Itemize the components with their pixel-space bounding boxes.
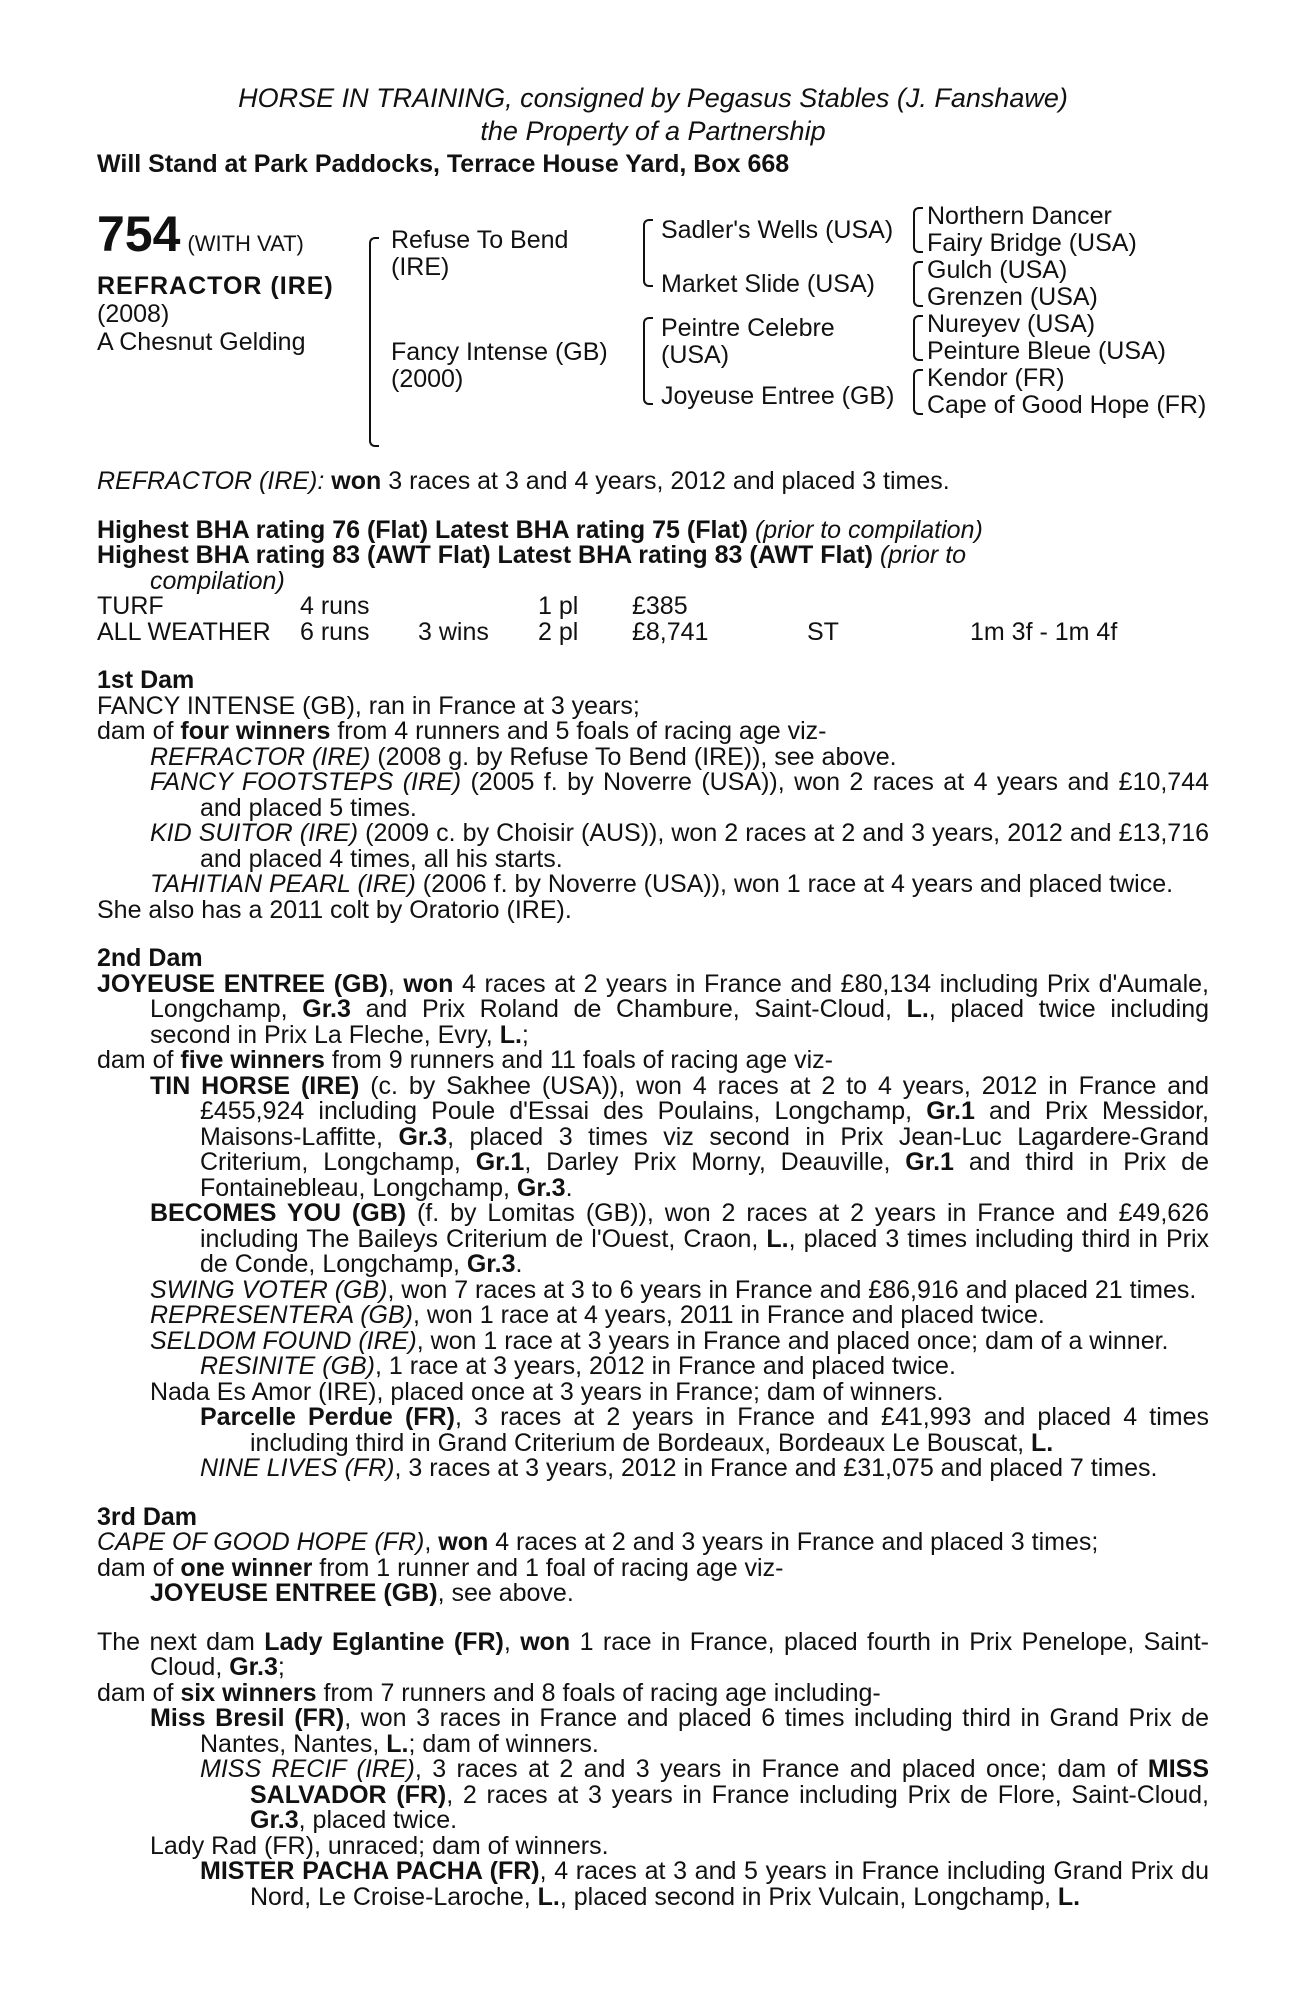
sire-sire: Sadler's Wells (USA) bbox=[661, 216, 894, 244]
next-dam-produce: dam of six winners from 7 runners and 8 foals of racing age including- bbox=[97, 1678, 881, 1707]
third-dam-heading: 3rd Dam bbox=[97, 1502, 198, 1531]
catalogue-page bbox=[97, 82, 1209, 1910]
pedigree-bracket bbox=[369, 237, 379, 447]
pedigree-block bbox=[97, 202, 1209, 467]
list-item: Nada Es Amor (IRE), placed once at 3 years in France; dam of winners. bbox=[150, 1377, 944, 1406]
ped-ssd: Fairy Bridge (USA) bbox=[927, 229, 1137, 257]
rating-flat: Highest BHA rating 76 (Flat) Latest BHA rating 75 (Flat) (prior to compilation) bbox=[97, 515, 983, 544]
dd-bracket bbox=[913, 369, 923, 415]
table-row: ALL WEATHER 6 runs 3 wins 2 pl £8,741 ST 1m 3f - 1m 4f bbox=[97, 617, 1118, 646]
list-item: TIN HORSE (IRE) (c. by Sakhee (USA)), won 4 races at 2 to 4 years, 2012 in France and £455,924 including Poule d'Essai des Poulains, Longchamp, Gr.1 and Prix Messidor, Maisons-Laffitte, Gr.3, placed 3 times viz second in Prix Jean-Luc Lagardere-Grand Criterium, Longchamp, Gr.1, Darley Prix Morny, Deauville, Gr.1 and third in Prix de Fontainebleau, Longchamp, Gr.3. bbox=[150, 1071, 1210, 1202]
list-item: REFRACTOR (IRE) (2008 g. by Refuse To Bend (IRE)), see above. bbox=[150, 742, 897, 771]
list-item: RESINITE (GB), 1 race at 3 years, 2012 in France and placed twice. bbox=[200, 1352, 956, 1380]
list-item: REPRESENTERA (GB), won 1 race at 4 years, 2011 in France and placed twice. bbox=[150, 1301, 1045, 1329]
next-dam-record: The next dam Lady Eglantine (FR), won 1 race in France, placed fourth in Prix Penelope, Saint-Cloud, Gr.3; bbox=[97, 1627, 1209, 1681]
list-item: KID SUITOR (IRE) (2009 c. by Choisir (AUS)), won 2 races at 2 and 3 years, 2012 and £13,716 and placed 4 times, all his starts. bbox=[150, 819, 1210, 873]
lot-number-line bbox=[97, 206, 304, 262]
stand-location: Will Stand at Park Paddocks, Terrace House Yard, Box 668 bbox=[97, 150, 790, 178]
second-dam-record: JOYEUSE ENTREE (GB), won 4 races at 2 years in France and £80,134 including Prix d'Aumale, Longchamp, Gr.3 and Prix Roland de Chambure, Saint-Cloud, L., placed twice including second in Prix La Fleche, Evry, L.; bbox=[97, 969, 1210, 1049]
second-dam-produce: dam of five winners from 9 runners and 11 foals of racing age viz- bbox=[97, 1046, 834, 1074]
sd-bracket bbox=[913, 261, 923, 307]
foaling-year: (2008) bbox=[97, 300, 170, 328]
sire-suffix: (IRE) bbox=[391, 253, 450, 281]
ped-sss: Northern Dancer bbox=[927, 202, 1112, 230]
dam-name: Fancy Intense (GB) bbox=[391, 338, 608, 366]
first-dam-heading: 1st Dam bbox=[97, 666, 195, 694]
ped-sdd: Grenzen (USA) bbox=[927, 283, 1098, 311]
first-dam-also: She also has a 2011 colt by Oratorio (IRE). bbox=[97, 895, 572, 924]
first-dam-produce: dam of four winners from 4 runners and 5 foals of racing age viz- bbox=[97, 717, 827, 745]
list-item: SWING VOTER (GB), won 7 races at 3 to 6 years in France and £86,916 and placed 21 times. bbox=[150, 1275, 1197, 1304]
list-item: TAHITIAN PEARL (IRE) (2006 f. by Noverre (USA)), won 1 race at 4 years and placed twice. bbox=[150, 870, 1174, 898]
dam-sire-line1: Peintre Celebre bbox=[661, 314, 835, 342]
consignor-line: HORSE IN TRAINING, consigned by Pegasus Stables (J. Fanshawe) bbox=[238, 83, 1068, 113]
list-item: NINE LIVES (FR), 3 races at 3 years, 2012 in France and £31,075 and placed 7 times. bbox=[200, 1454, 1158, 1482]
table-row: TURF 4 runs 1 pl £385 bbox=[97, 592, 688, 620]
ped-sds: Gulch (USA) bbox=[927, 256, 1068, 284]
list-item: Lady Rad (FR), unraced; dam of winners. bbox=[150, 1831, 609, 1860]
ped-dss: Nureyev (USA) bbox=[927, 310, 1096, 338]
third-dam-produce: dam of one winner from 1 runner and 1 foal of racing age viz- bbox=[97, 1553, 784, 1582]
list-item: MISS RECIF (IRE), 3 races at 2 and 3 years in France and placed once; dam of MISS SALVADOR (FR), 2 races at 3 years in France including Prix de Flore, Saint-Cloud, Gr.3, placed twice. bbox=[200, 1755, 1209, 1834]
dam-sire-line2: (USA) bbox=[661, 341, 730, 369]
lot-number: 754 bbox=[97, 206, 181, 262]
sire-dam: Market Slide (USA) bbox=[661, 270, 875, 298]
ped-ddd: Cape of Good Hope (FR) bbox=[927, 391, 1207, 419]
race-record-table bbox=[97, 594, 1117, 645]
list-item: SELDOM FOUND (IRE), won 1 race at 3 years in France and placed once; dam of a winner. bbox=[150, 1326, 1169, 1355]
sire-name: Refuse To Bend bbox=[391, 226, 569, 254]
list-item: JOYEUSE ENTREE (GB), see above. bbox=[150, 1579, 574, 1607]
dam-year: (2000) bbox=[391, 365, 464, 393]
rating-awt-note: compilation) bbox=[150, 566, 285, 595]
ds-bracket bbox=[913, 315, 923, 361]
owner-line: the Property of a Partnership bbox=[480, 116, 826, 146]
list-item: Miss Bresil (FR), won 3 races in France and placed 6 times including third in Grand Prix de Nantes, Nantes, L.; dam of winners. bbox=[150, 1704, 1209, 1758]
list-item: FANCY FOOTSTEPS (IRE) (2005 f. by Noverre (USA)), won 2 races at 4 years and £10,744 and placed 5 times. bbox=[150, 768, 1210, 822]
vat-note: (WITH VAT) bbox=[187, 231, 304, 256]
list-item: MISTER PACHA PACHA (FR), 4 races at 3 and 5 years in France including Grand Prix du Nord, Le Croise-Laroche, L., placed second in Prix Vulcain, Longchamp, L. bbox=[200, 1857, 1209, 1911]
dam-bracket bbox=[643, 317, 653, 405]
list-item: Parcelle Perdue (FR), 3 races at 2 years in France and £41,993 and placed 4 times including third in Grand Criterium de Bordeaux, Bordeaux Le Bouscat, L. bbox=[200, 1403, 1210, 1457]
first-dam-intro: FANCY INTENSE (GB), ran in France at 3 years; bbox=[97, 691, 640, 720]
dam-dam: Joyeuse Entree (GB) bbox=[661, 382, 895, 410]
horse-description: A Chesnut Gelding bbox=[97, 328, 306, 356]
third-dam-record: CAPE OF GOOD HOPE (FR), won 4 races at 2 and 3 years in France and placed 3 times; bbox=[97, 1528, 1099, 1556]
race-summary: REFRACTOR (IRE): won 3 races at 3 and 4 years, 2012 and placed 3 times. bbox=[97, 467, 950, 495]
ped-dds: Kendor (FR) bbox=[927, 364, 1065, 392]
horse-name: REFRACTOR (IRE) bbox=[97, 272, 334, 300]
second-dam-heading: 2nd Dam bbox=[97, 944, 203, 972]
ss-bracket bbox=[913, 207, 923, 253]
ped-dsd: Peinture Bleue (USA) bbox=[927, 337, 1167, 365]
rating-awt: Highest BHA rating 83 (AWT Flat) Latest BHA rating 83 (AWT Flat) (prior to bbox=[97, 541, 967, 569]
list-item: BECOMES YOU (GB) (f. by Lomitas (GB)), won 2 races at 2 years in France and £49,626 including The Baileys Criterium de l'Ouest, Craon, L., placed 3 times including third in Prix de Conde, Longchamp, Gr.3. bbox=[150, 1199, 1209, 1278]
sire-bracket bbox=[643, 219, 653, 287]
